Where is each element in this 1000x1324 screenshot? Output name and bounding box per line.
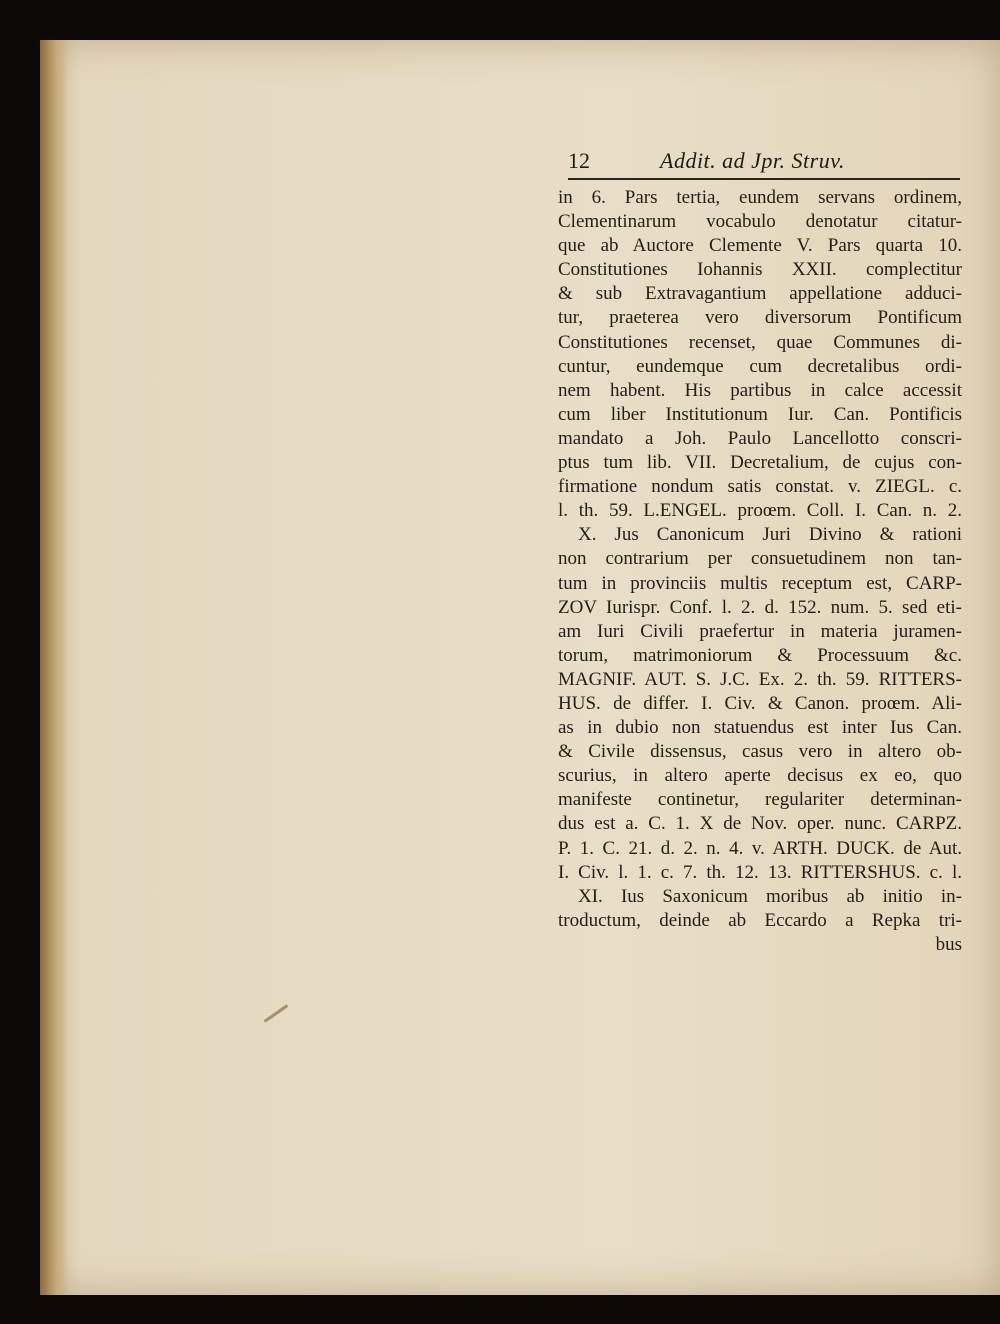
text-line: X. Jus Canonicum Juri Divino & rationi: [578, 524, 962, 546]
text-line: HUS. de differ. I. Civ. & Canon. proœm. Ali-: [558, 692, 962, 714]
text-line: torum, matrimoniorum & Processuum &c.: [558, 644, 962, 666]
header-rule: [568, 178, 960, 180]
text-line: nem habent. His partibus in calce accessit: [558, 379, 962, 401]
catchword: bus: [935, 933, 962, 955]
text-line: MAGNIF. AUT. S. J.C. Ex. 2. th. 59. RITTERS-: [558, 668, 962, 690]
text-line: Clementinarum vocabulo denotatur citatur-: [558, 211, 962, 233]
text-line: tum in provinciis multis receptum est, CARP-: [558, 572, 962, 594]
text-line: & sub Extravagantium appellatione adduci-: [558, 283, 962, 305]
text-line: am Iuri Civili praefertur in materia juramen-: [558, 620, 962, 642]
text-line: ptus tum lib. VII. Decretalium, de cujus con-: [558, 452, 962, 474]
text-line: mandato a Joh. Paulo Lancellotto conscri-: [558, 427, 962, 449]
text-line: XI. Ius Saxonicum moribus ab initio in-: [578, 885, 962, 907]
text-line: & Civile dissensus, casus vero in altero ob-: [558, 741, 962, 763]
text-line: cum liber Institutionum Iur. Can. Pontificis: [558, 403, 962, 425]
text-line: as in dubio non statuendus est inter Ius Can.: [558, 717, 962, 739]
text-line: l. th. 59. L.ENGEL. proœm. Coll. I. Can. n. 2.: [558, 500, 962, 522]
running-header: [568, 142, 960, 178]
text-line: cuntur, eundemque cum decretalibus ordi-: [558, 355, 962, 377]
body-text: [558, 186, 962, 957]
text-line: tur, praeterea vero diversorum Pontificum: [558, 307, 962, 329]
text-line: I. Civ. l. 1. c. 7. th. 12. 13. RITTERSHUS. c. l.: [558, 861, 962, 883]
text-line: firmatione nondum satis constat. v. ZIEGL. c.: [558, 476, 962, 498]
running-title: Addit. ad Jpr. Struv.: [660, 148, 845, 173]
text-line: P. 1. C. 21. d. 2. n. 4. v. ARTH. DUCK. de Aut.: [558, 837, 962, 859]
text-line: dus est a. C. 1. X de Nov. oper. nunc. CARPZ.: [558, 813, 962, 835]
text-line: manifeste continetur, regulariter determinan-: [558, 789, 962, 811]
page-number: 12: [568, 148, 590, 173]
text-line: ZOV Iurispr. Conf. l. 2. d. 152. num. 5. sed eti-: [558, 596, 962, 618]
text-line: que ab Auctore Clemente V. Pars quarta 10.: [558, 235, 962, 257]
text-line: troductum, deinde ab Eccardo a Repka tri-: [558, 909, 962, 931]
text-line: scurius, in altero aperte decisus ex eo, quo: [558, 765, 962, 787]
text-line: Constitutiones Iohannis XXII. complectitur: [558, 259, 962, 281]
text-line: in 6. Pars tertia, eundem servans ordinem,: [558, 187, 962, 208]
page-gutter-shadow: [40, 40, 68, 1295]
text-line: Constitutiones recenset, quae Communes di-: [558, 331, 962, 353]
text-line: non contrarium per consuetudinem non tan-: [558, 548, 962, 570]
